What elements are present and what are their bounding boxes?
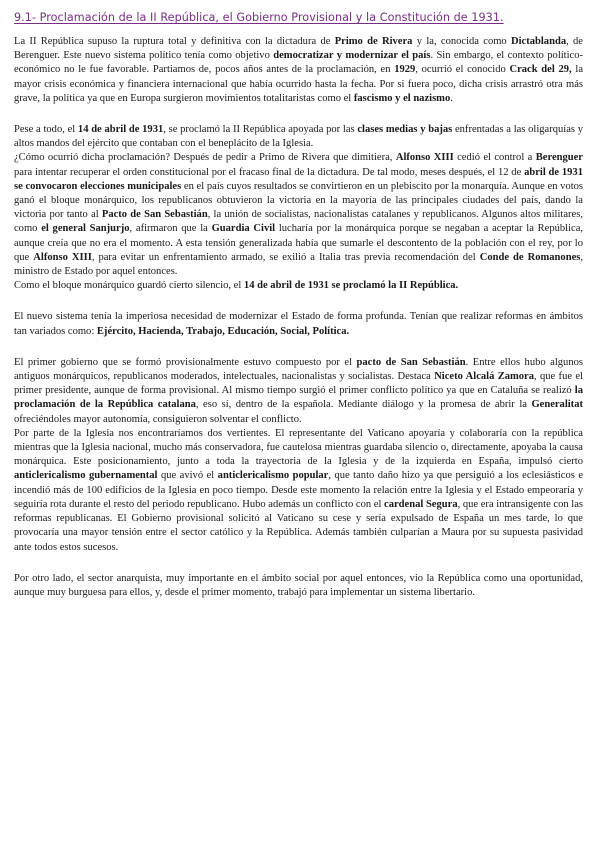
bold-term: Generalitat xyxy=(531,399,583,411)
bold-term: Ejército, Hacienda, Trabajo, Educación, Social, Política. xyxy=(96,325,350,337)
text-span: cedió el control a xyxy=(453,152,536,164)
paragraph-church xyxy=(14,427,583,555)
text-span: , eso sí, dentro de la española. Mediante diálogo y la promesa de abrir la xyxy=(195,399,532,411)
paragraph-proclamation xyxy=(14,123,583,151)
bold-term: 14 de abril de 1931 xyxy=(77,124,164,136)
bold-term: el general Sanjurjo xyxy=(41,223,130,235)
bold-term: cardenal Segura xyxy=(384,498,458,510)
bold-term: anticlericalismo gubernamental xyxy=(14,470,158,482)
paragraph-how-it-happened xyxy=(14,151,583,279)
text-span: , la unión de socialistas, nacionalistas catalanes y republicanos. Algunos altos militares, como xyxy=(14,209,583,235)
text-span: y la, conocida como xyxy=(412,36,511,47)
text-span: . Entre ellos hubo algunos antiguos monárquicos, republicanos moderados, intelectuales, nacionalistas y socialistas. Destaca xyxy=(14,356,583,383)
text-span: que avivó el xyxy=(157,470,218,482)
bold-term: fascismo y el nazismo xyxy=(353,92,451,104)
spacer xyxy=(14,339,583,356)
text-span: , que tanto daño hizo ya que persiguió a los eclesiásticos e incendió más de 100 edificios de la Iglesia en poco tiempo. Desde este momento la relación entre la Iglesia y el Estado empeoraría y seguiría rota durante el resto del periodo republicano. Hubo además un conflicto con el xyxy=(14,470,584,510)
bold-term: 14 de abril de 1931 se proclamó la II República. xyxy=(243,280,459,292)
text-span: para intentar recuperar el orden constitucional por el fracaso final de la dictadura. De tal modo, meses después, el 12 de xyxy=(14,166,525,178)
text-span: Pese a todo, el xyxy=(14,124,78,136)
bold-term: clases medias y bajas xyxy=(357,124,453,136)
paragraph-silence xyxy=(14,279,583,293)
spacer xyxy=(14,555,583,572)
bold-term: Pacto de San Sebastián xyxy=(101,209,208,221)
bold-term: Dictablanda xyxy=(511,36,567,47)
text-span: ¿Cómo ocurrió dicha proclamación? Después de pedir a Primo de Rivera que dimitiera, xyxy=(14,152,396,164)
bold-term: pacto de San Sebastián xyxy=(356,356,466,368)
text-span: , que fue el primer presidente, aunque de forma provisional. Al mismo tiempo surgió el primer conflicto político ya que en Cataluña se realizó xyxy=(14,371,583,397)
spacer xyxy=(14,106,583,123)
bold-term: Guardia Civil xyxy=(211,223,276,235)
bold-term: democratizar y modernizar el país xyxy=(273,50,431,62)
text-span: Por parte de la Iglesia nos encontraríamos dos vertientes. El representante del Vaticano apoyaría y colaboraría con la república mientras que la Iglesia nacional, mucho más conservadora, fue cautelosa mientras guardaba silencio o, directamente, apoyaba la causa monárquica. Este posicionamiento, junto a toda la trayectoria de la Iglesia y de la izquierda en España, impulsó cierto xyxy=(14,427,583,468)
text-span: enfrentadas a las oligarquías y altos mandos del ejército que contaban con el beneplácito de la Iglesia. xyxy=(14,124,584,150)
text-span: . xyxy=(450,92,453,104)
bold-term: Berenguer xyxy=(535,152,583,164)
text-span: El nuevo sistema tenía la imperiosa necesidad de modernizar el Estado de forma profunda. Tenían que realizar reformas en ámbitos tan variados como: xyxy=(14,311,583,337)
text-span: , se proclamó la II República apoyada por las xyxy=(163,124,358,136)
text-span: . Sin embargo, el contexto político-económico no le fue favorable. Partiamos de, pocos años antes de la proclamación, en xyxy=(14,50,584,76)
text-span: Por otro lado, el sector anarquista, muy importante en el ámbito social por aquel entonces, vio la República como una oportunidad, aunque muy burguesa para ellos, y, desde el primer momento, trabajó para implementar un sistema libertario. xyxy=(14,572,583,598)
paragraph-anarchists xyxy=(14,572,583,600)
text-span: , ocurrió el conocido xyxy=(415,64,510,76)
bold-term: Alfonso XIII xyxy=(33,251,92,263)
paragraph-reforms xyxy=(14,310,583,338)
text-span: , para evitar un enfrentamiento armado, se exilió a Italia tras previa recomendación del xyxy=(91,251,480,263)
bold-term: Crack del 29, xyxy=(509,64,572,76)
text-span: El primer gobierno que se formó provisionalmente estuvo compuesto por el xyxy=(14,356,357,368)
paragraph-first-government xyxy=(14,356,583,427)
spacer xyxy=(14,293,583,310)
bold-term: Conde de Romanones xyxy=(479,251,581,263)
text-span: La II República supuso la ruptura total y definitiva con la dictadura de xyxy=(14,36,335,47)
paragraph-intro xyxy=(14,35,583,106)
bold-term: Primo de Rivera xyxy=(334,36,413,47)
bold-term: Niceto Alcalá Zamora xyxy=(434,371,535,383)
text-span: lucharía por la monárquica porque se negaban a aceptar la República, aunque creía que no era el momento. A esta tensión generalizada había que sumarle el descontento de la población con el rey, por lo que xyxy=(14,223,584,263)
bold-term: anticlericalismo popular xyxy=(217,470,329,482)
text-span: la mayor crisis económica y financiera internacional que había ocurrido hasta la fecha. Por si fuera poco, dicha crisis arrastró otra más grave, la política ya que en Europa surgieron movimientos totalitaristas como el xyxy=(14,64,584,104)
bold-term: abril de 1931 se convocaron elecciones municipales xyxy=(14,166,583,192)
bold-term: Alfonso XIII xyxy=(395,152,454,164)
text-span: , de Berenguer. Este nuevo sistema político tenía como objetivo xyxy=(14,36,583,62)
bold-term: 1929 xyxy=(394,64,416,76)
bold-term: la proclamación de la República catalana xyxy=(14,385,583,411)
text-span: ofreciéndoles mayor autonomía, consiguieron solventar el conflicto. xyxy=(14,413,302,425)
text-span: Como el bloque monárquico guardó cierto silencio, el xyxy=(14,280,244,292)
text-span: , afirmaron que la xyxy=(129,223,212,235)
text-span: en el país cuyos resultados se convirtieron en un plebiscito por la monarquía. Aunque en votos ganó el bloque monárquico, los republicanos obtuvieron la victoria en la mayoría de las principales ciudades del país, dando la victoria por tanto al xyxy=(14,180,584,221)
document-title: 9.1- Proclamación de la II República, el Gobierno Provisional y la Constitución de 1931. xyxy=(14,11,504,24)
text-span: , que era intransigente con las reformas republicanas. El Gobierno provisional solicitó al Vaticano su cese y sería expulsado de España un mes tarde, lo que provocaría una mayor tensión entre el sector católico y la República. Además también culparían a Maura por su supuesta pasividad ante todos estos sucesos. xyxy=(14,498,583,553)
text-span: , ministro de Estado por aquel entonces. xyxy=(14,251,583,278)
